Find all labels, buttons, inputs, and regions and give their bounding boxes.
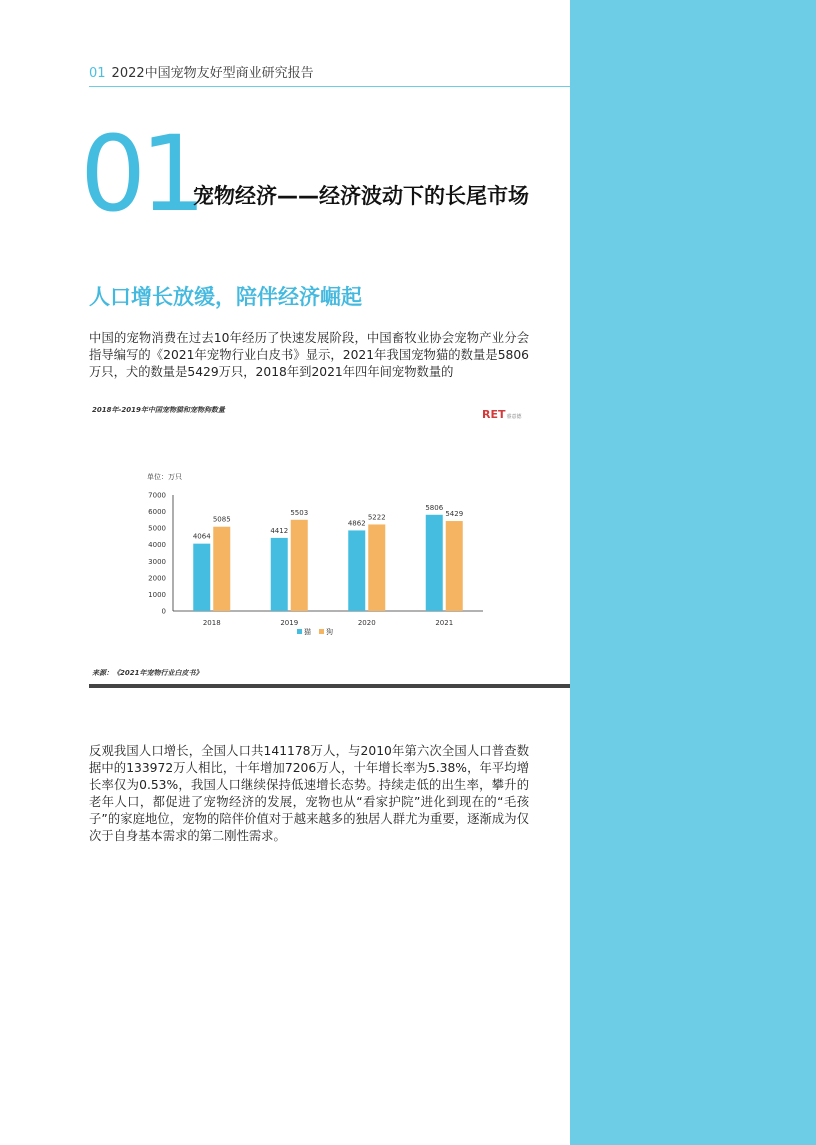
bar-value-label: 5806 bbox=[425, 503, 444, 512]
x-tick-label: 2019 bbox=[280, 619, 299, 627]
y-tick-label: 0 bbox=[161, 607, 166, 616]
chart-bottom-divider bbox=[89, 684, 570, 688]
x-tick-label: 2018 bbox=[202, 619, 221, 627]
population-paragraph: 反观我国人口增长，全国人口共141178万人，与2010年第六次全国人口普查数据中的133972万人相比，十年增加7206万人，十年增长率为5.38%，年平均增长率仅为0.53%，我国人口继续保持低速增长态势。持续走低的出生率，攀升的老年人口，都促进了宠物经济的发展，宠物也从“看家护院”进化到现在的“毛孩子”的家庭地位，宠物的陪伴价值对于越来越多的独居人群尤为重要，逐渐成为仅次于自身基本需求的第二刚性需求。 bbox=[89, 744, 529, 843]
y-tick-label: 2000 bbox=[148, 574, 166, 583]
bar-dog-2018 bbox=[213, 527, 230, 611]
bar-value-label: 5429 bbox=[445, 510, 464, 519]
chart-unit-label: 单位：万只 bbox=[147, 473, 182, 481]
chart-source: 来源：《2021年宠物行业白皮书》 bbox=[92, 669, 203, 677]
chapter-title: 宠物经济——经济波动下的长尾市场 bbox=[193, 184, 529, 208]
y-tick-label: 6000 bbox=[148, 508, 166, 517]
y-tick-label: 7000 bbox=[148, 491, 166, 500]
header-title: 2022中国宠物友好型商业研究报告 bbox=[111, 66, 314, 81]
legend-label-cat: 猫 bbox=[304, 628, 311, 636]
bar-value-label: 5222 bbox=[367, 513, 386, 522]
right-color-band bbox=[570, 0, 816, 1145]
bar-dog-2020 bbox=[368, 524, 385, 611]
pet-population-bar-chart bbox=[0, 0, 570, 700]
bar-value-label: 4064 bbox=[192, 532, 211, 541]
bar-value-label: 5503 bbox=[290, 508, 309, 517]
logo-subtext: 睿意德 bbox=[506, 414, 522, 420]
bar-cat-2018 bbox=[193, 544, 210, 611]
bar-cat-2021 bbox=[426, 515, 443, 611]
legend-label-dog: 狗 bbox=[326, 628, 333, 636]
x-tick-label: 2020 bbox=[357, 619, 376, 627]
logo-text: RET bbox=[482, 408, 506, 421]
bar-cat-2019 bbox=[271, 538, 288, 611]
y-tick-label: 1000 bbox=[148, 590, 166, 599]
y-tick-label: 5000 bbox=[148, 524, 166, 533]
legend-swatch-dog bbox=[319, 629, 324, 634]
bar-dog-2021 bbox=[446, 521, 463, 611]
y-tick-label: 4000 bbox=[148, 541, 166, 550]
bar-value-label: 4412 bbox=[270, 526, 289, 535]
bar-cat-2020 bbox=[348, 530, 365, 611]
intro-paragraph: 中国的宠物消费在过去10年经历了快速发展阶段，中国畜牧业协会宠物产业分会指导编写的《2021年宠物行业白皮书》显示，2021年我国宠物猫的数量是5806万只，犬的数量是5429万只，2018年到2021年四年间宠物数量的 bbox=[89, 331, 529, 379]
bar-value-label: 4862 bbox=[347, 519, 366, 528]
x-tick-label: 2021 bbox=[435, 619, 454, 627]
bar-value-label: 5085 bbox=[212, 515, 231, 524]
legend-swatch-cat bbox=[297, 629, 302, 634]
y-tick-label: 3000 bbox=[148, 557, 166, 566]
section-title: 人口增长放缓，陪伴经济崛起 bbox=[89, 285, 362, 309]
chapter-number: 01 bbox=[80, 113, 201, 235]
header-number: 01 bbox=[89, 66, 106, 81]
chart-caption: 2018年-2019年中国宠物猫和宠物狗数量 bbox=[92, 406, 225, 414]
bar-dog-2019 bbox=[291, 520, 308, 611]
